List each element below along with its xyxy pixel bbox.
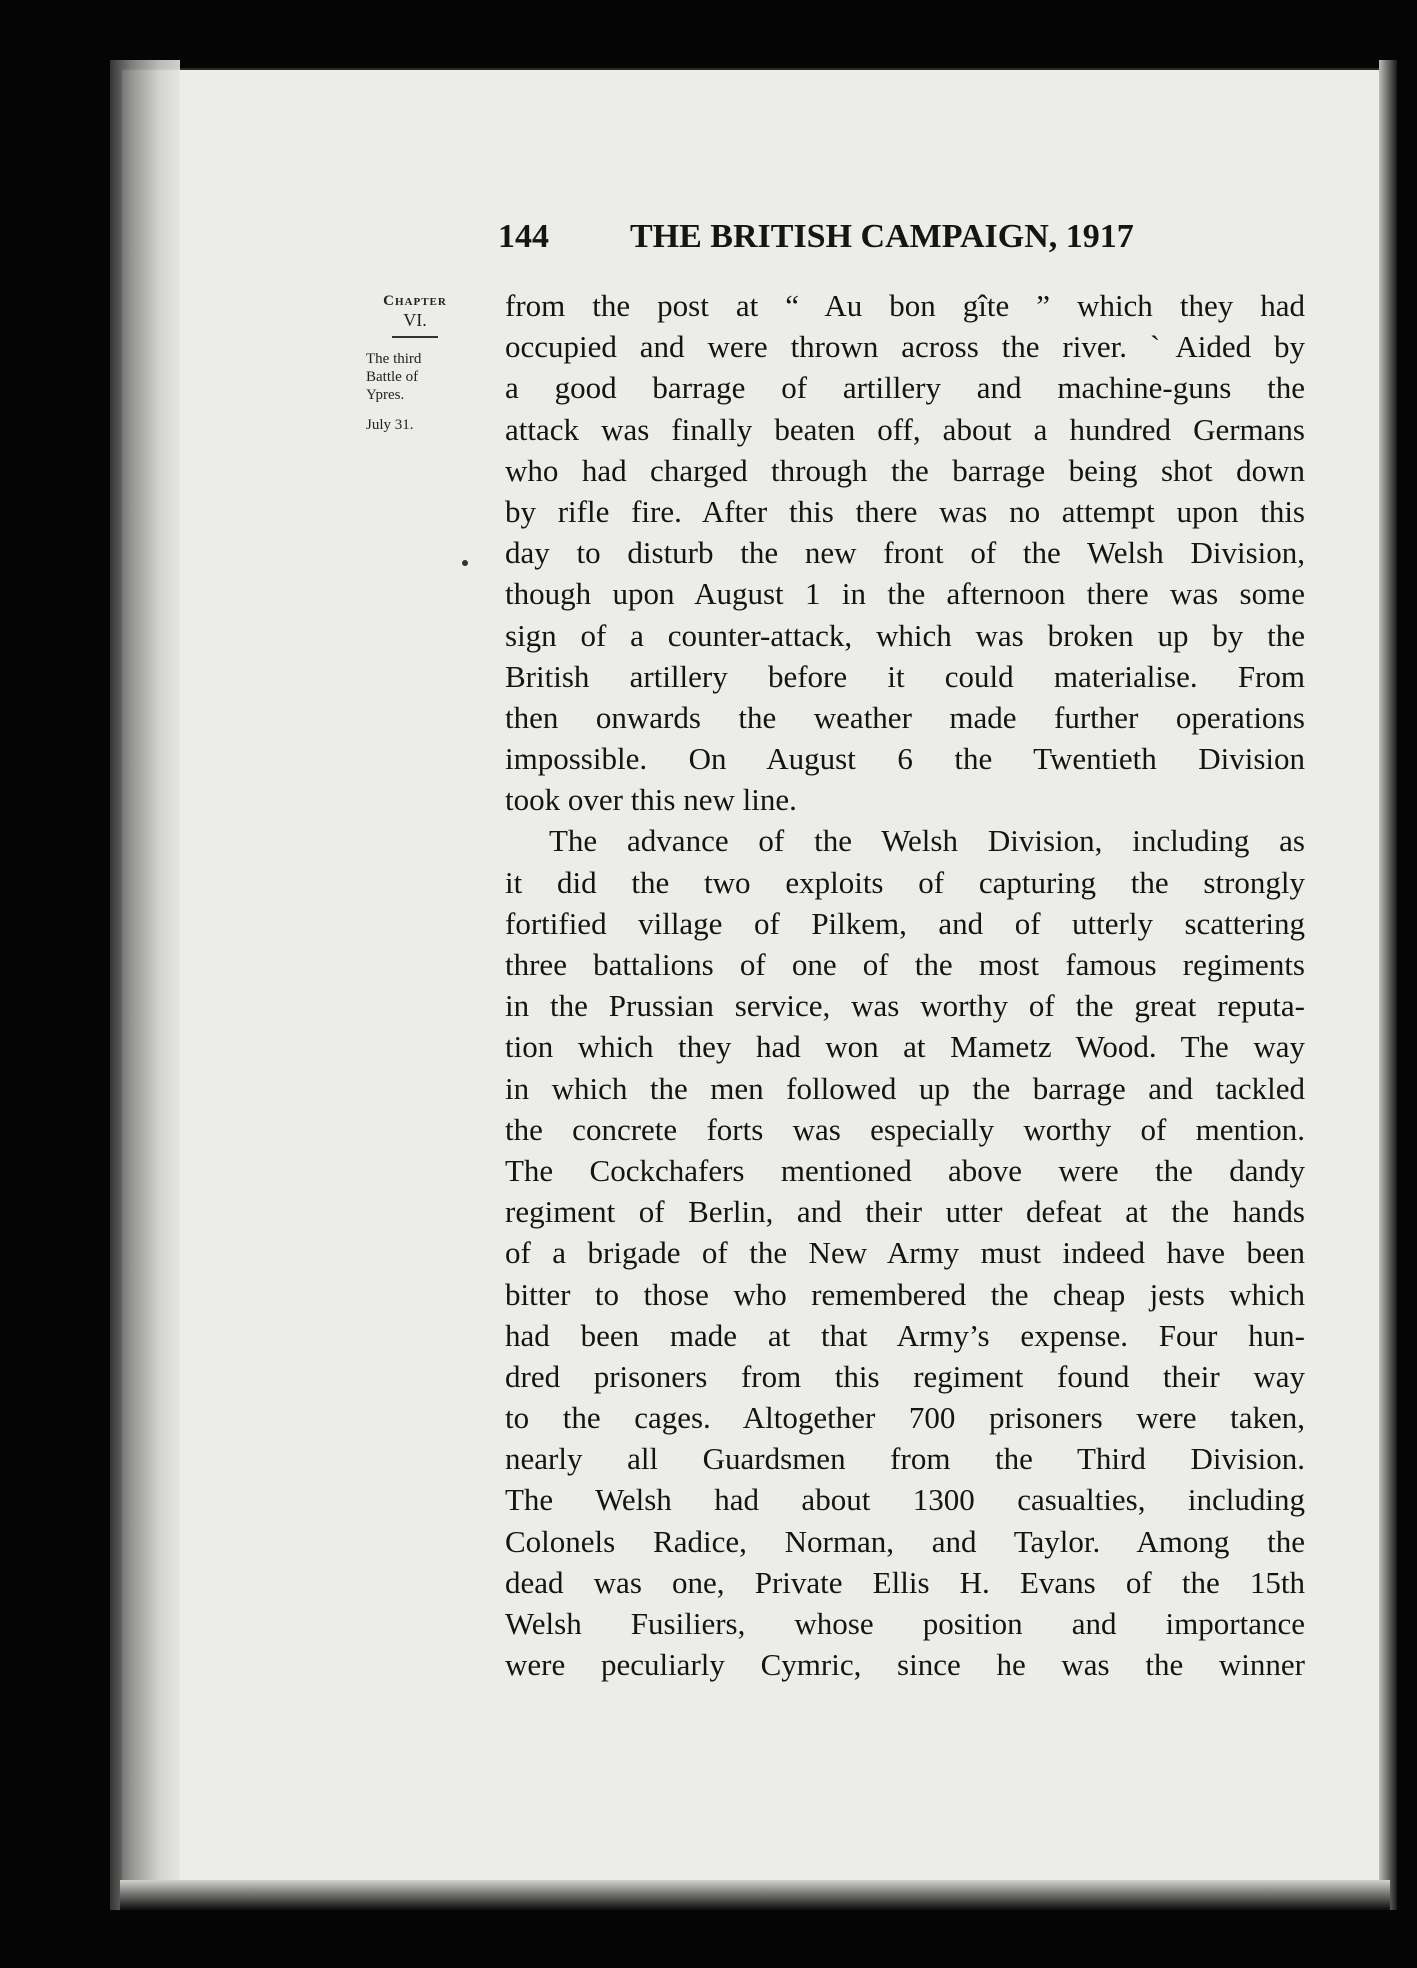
margin-date: July 31. [366, 417, 414, 433]
page-bottom-shadow [120, 1880, 1390, 1910]
margin-rule [392, 336, 438, 338]
text-line: from the post at “ Au bon gîte ” which they had [505, 288, 1305, 323]
page-number: 144 [498, 218, 549, 255]
running-title: THE BRITISH CAMPAIGN, 1917 [630, 218, 1134, 255]
text-line: nearly all Guardsmen from the Third Division. [505, 1441, 1305, 1477]
text-line: of a brigade of the New Army must indeed have been [505, 1235, 1305, 1271]
text-line: dred prisoners from this regiment found their way [505, 1358, 1305, 1394]
text-line: in the Prussian service, was worthy of the great reputa- [505, 988, 1305, 1024]
text-line: impossible. On August 6 the Twentieth Division [505, 741, 1305, 777]
margin-chapter-number: VI. [403, 310, 427, 330]
text-line: Welsh Fusiliers, whose position and importance [505, 1606, 1305, 1641]
text-line: day to disturb the new front of the Welsh Division, [505, 535, 1305, 571]
text-line: had been made at that Army’s expense. Four hun- [505, 1317, 1305, 1353]
text-line: sign of a counter-attack, which was broken up by the [505, 617, 1305, 653]
text-line: tion which they had won at Mametz Wood. The way [505, 1029, 1305, 1065]
text-line: were peculiarly Cymric, since he was the winner [505, 1647, 1305, 1683]
text-line: The advance of the Welsh Division, including as [549, 823, 1305, 859]
text-line: in which the men followed up the barrage and tackled [505, 1070, 1305, 1106]
text-line: it did the two exploits of capturing the strongly [505, 864, 1305, 900]
text-line: bitter to those who remembered the cheap jests which [505, 1276, 1305, 1312]
text-line: regiment of Berlin, and their utter defeat at the hands [505, 1194, 1305, 1230]
page-right-edge-shadow [1379, 60, 1397, 1910]
text-line: fortified village of Pilkem, and of utterly scattering [505, 905, 1305, 941]
text-line: by rifle fire. After this there was no attempt upon this [505, 493, 1305, 529]
text-line: The Cockchafers mentioned above were the dandy [505, 1152, 1305, 1188]
text-line: Colonels Radice, Norman, and Taylor. Among the [505, 1523, 1305, 1559]
margin-chapter-label: Chapter [383, 293, 447, 309]
margin-notes [360, 292, 470, 434]
text-line: took over this new line. [505, 782, 797, 818]
text-line: then onwards the weather made further operations [505, 699, 1305, 735]
text-line: British artillery before it could materialise. From [505, 658, 1305, 694]
body-text [505, 285, 1305, 1685]
text-line: occupied and were thrown across the river. ˋAided by [505, 329, 1305, 365]
margin-topic-line: Ypres. [366, 387, 405, 403]
margin-topic-line: Battle of [366, 369, 419, 385]
running-head [498, 218, 1178, 262]
text-line: dead was one, Private Ellis H. Evans of the 15th [505, 1564, 1305, 1600]
stray-ink-mark [462, 560, 468, 566]
text-line: the concrete forts was especially worthy of mention. [505, 1111, 1305, 1147]
book-spine-gutter [110, 60, 180, 1910]
text-line: to the cages. Altogether 700 prisoners were taken, [505, 1400, 1305, 1436]
text-line: The Welsh had about 1300 casualties, including [505, 1482, 1305, 1518]
text-line: a good barrage of artillery and machine-guns the [505, 370, 1305, 406]
text-line: three battalions of one of the most famous regiments [505, 947, 1305, 982]
text-line: though upon August 1 in the afternoon there was some [505, 576, 1305, 612]
text-line: who had charged through the barrage being shot down [505, 452, 1305, 488]
text-line: attack was finally beaten off, about a hundred Germans [505, 411, 1305, 447]
margin-topic-line: The third [366, 351, 422, 367]
